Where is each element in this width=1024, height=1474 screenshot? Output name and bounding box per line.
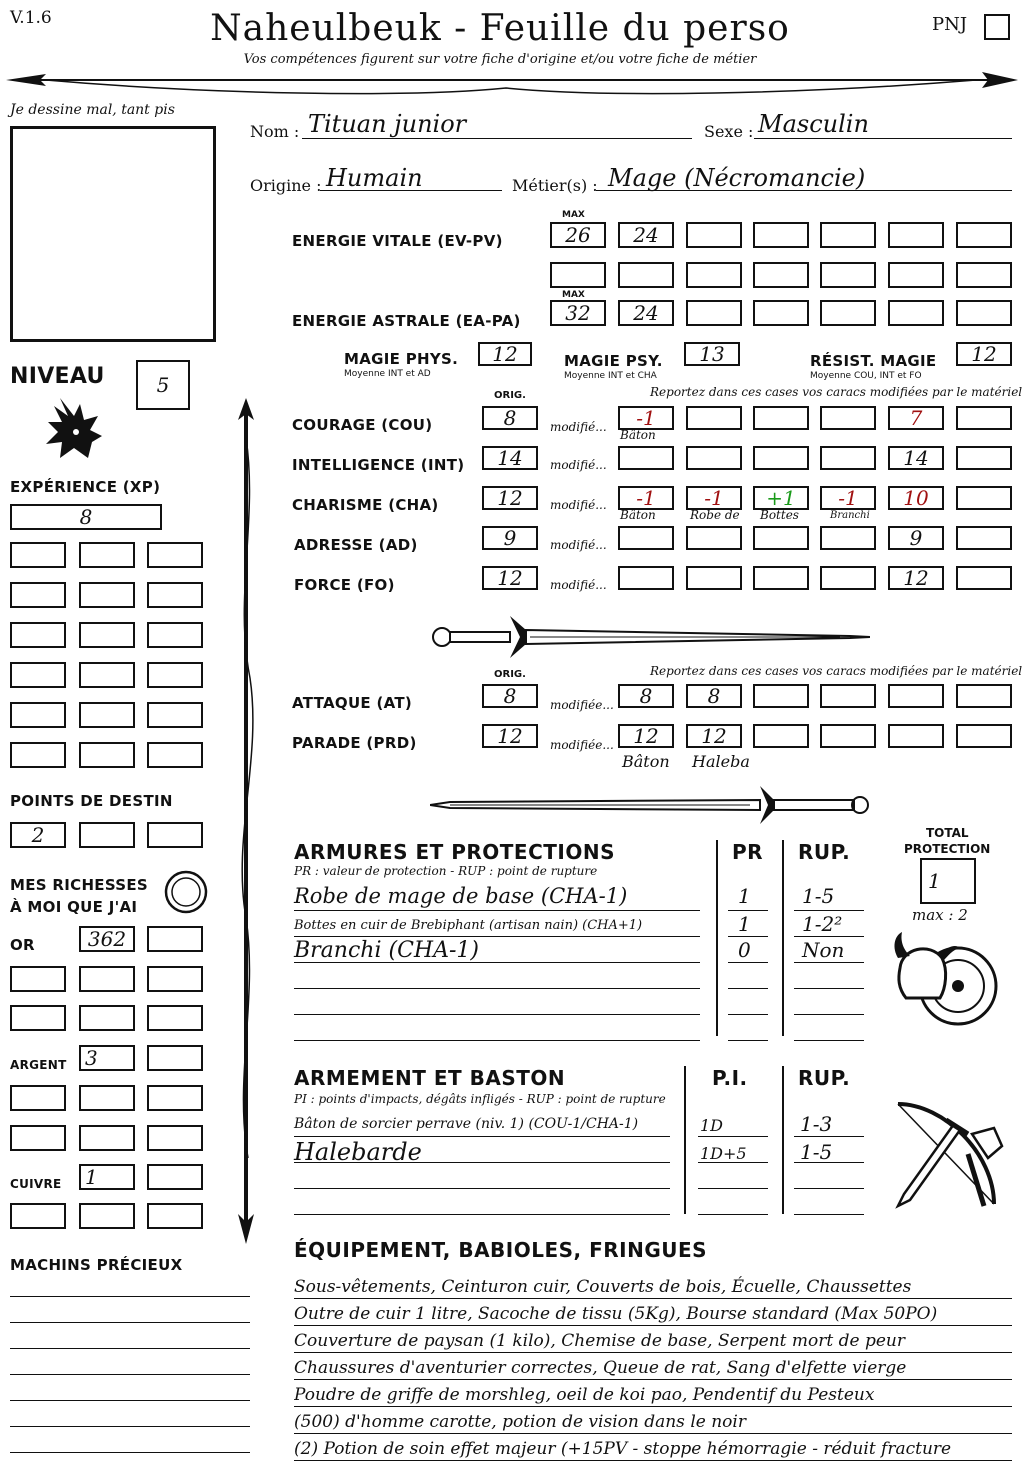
richesses-label-1: MES RICHESSES <box>10 876 149 894</box>
armures-divider-1 <box>716 840 718 1036</box>
armure-row-3-pr[interactable]: 0 <box>738 938 751 962</box>
cuivre-value[interactable]: 1 <box>79 1164 135 1190</box>
pnj-label: PNJ <box>932 14 968 35</box>
armure-pr-line-1[interactable] <box>728 910 768 911</box>
xp-box-12[interactable] <box>147 662 203 688</box>
armure-row-2-name[interactable]: Bottes en cuir de Brebiphant (artisan nain) (CHA+1) <box>294 918 643 933</box>
xp-box-9[interactable] <box>147 622 203 648</box>
cuivre-label: CUIVRE <box>10 1177 62 1191</box>
xp-box-7[interactable] <box>10 622 66 648</box>
combat-empty-box-3[interactable] <box>888 684 944 708</box>
total-protection-value[interactable]: 1 <box>920 858 976 904</box>
armure-row-3-name[interactable]: Branchi (CHA-1) <box>294 938 479 963</box>
machins-line-7[interactable] <box>10 1452 250 1453</box>
courage-orig[interactable]: 8 <box>482 406 538 430</box>
carac-empty-box-19[interactable] <box>820 566 876 590</box>
arme-pi-line-3[interactable] <box>698 1188 768 1189</box>
adresse-label: ADRESSE (AD) <box>294 536 418 554</box>
armure-pr-line-4[interactable] <box>728 988 768 989</box>
equipement-line-3[interactable]: Couverture de paysan (1 kilo), Chemise de base, Serpent mort de peur <box>294 1326 1012 1353</box>
charisme-mod-2[interactable]: -1 <box>686 486 742 510</box>
courage-mod-1-note: Bâton <box>620 428 656 442</box>
argent-box-8[interactable] <box>79 1125 135 1151</box>
resist-magie-value[interactable]: 12 <box>956 342 1012 366</box>
xp-box-6[interactable] <box>147 582 203 608</box>
charisme-orig[interactable]: 12 <box>482 486 538 510</box>
ev-box-7[interactable] <box>956 222 1012 248</box>
arme-pi-line-4[interactable] <box>698 1214 768 1215</box>
intelligence-modif-label: modifié... <box>550 458 607 472</box>
ea-box-7[interactable] <box>956 300 1012 326</box>
armement-rup-label: RUP. <box>798 1066 851 1090</box>
adresse-orig[interactable]: 9 <box>482 526 538 550</box>
caracs-report-note: Reportez dans ces cases vos caracs modifiées par le matériel <box>650 385 1023 399</box>
carac-empty-box-14[interactable] <box>820 526 876 550</box>
arme-rup-line-1[interactable] <box>794 1136 864 1137</box>
ea-current-value[interactable]: 24 <box>618 300 674 326</box>
crossed-weapons-icon <box>884 1094 1008 1216</box>
arme-line-3[interactable] <box>294 1188 670 1189</box>
argent-box-7[interactable] <box>10 1125 66 1151</box>
armement-title: ARMEMENT ET BASTON <box>294 1066 566 1090</box>
or-box-7[interactable] <box>10 1005 66 1031</box>
destin-box-2[interactable] <box>79 822 135 848</box>
combat-empty-box-8[interactable] <box>956 724 1012 748</box>
xp-box-16[interactable] <box>10 742 66 768</box>
total-protection-label-2: PROTECTION <box>904 842 991 856</box>
dragon-head-icon <box>40 392 106 464</box>
carac-empty-box-12[interactable] <box>686 526 742 550</box>
xp-box-1[interactable] <box>10 542 66 568</box>
charisme-mod-3-note: Bottes <box>760 508 799 522</box>
staff-icon <box>228 398 264 1244</box>
intelligence-final[interactable]: 14 <box>888 446 944 470</box>
caracs-orig-label: ORIG. <box>494 390 526 401</box>
armure-rup-line-1[interactable] <box>794 910 864 911</box>
argent-value[interactable]: 3 <box>79 1045 135 1071</box>
metier-value[interactable]: Mage (Nécromancie) <box>608 164 866 192</box>
magie-psy-label: MAGIE PSY. <box>564 352 663 370</box>
carac-empty-box-3[interactable] <box>820 406 876 430</box>
resist-magie-note: Moyenne COU, INT et FO <box>810 371 922 381</box>
combat-empty-box-4[interactable] <box>956 684 1012 708</box>
equipement-line-4[interactable]: Chaussures d'aventurier correctes, Queue de rat, Sang d'elfette vierge <box>294 1353 1012 1380</box>
combat-empty-box-2[interactable] <box>820 684 876 708</box>
armure-pr-line-3[interactable] <box>728 962 768 963</box>
carac-empty-box-6[interactable] <box>686 446 742 470</box>
parade-modif-label: modifiée... <box>550 738 614 752</box>
ev-max-label: MAX <box>562 210 585 220</box>
ev-box-4[interactable] <box>753 222 809 248</box>
carac-empty-box-11[interactable] <box>618 526 674 550</box>
carac-empty-box-18[interactable] <box>753 566 809 590</box>
armure-row-2-pr[interactable]: 1 <box>738 912 751 936</box>
or-box-8[interactable] <box>79 1005 135 1031</box>
armure-rup-line-5[interactable] <box>794 1014 864 1015</box>
ev-box-3[interactable] <box>686 222 742 248</box>
argent-box-5[interactable] <box>79 1085 135 1111</box>
ev-row2-box-6[interactable] <box>888 262 944 288</box>
arme-row-1-rup[interactable]: 1-3 <box>800 1112 833 1136</box>
armure-rup-line-3[interactable] <box>794 962 864 963</box>
charisme-modif-label: modifié... <box>550 498 607 512</box>
arme-row-1-name[interactable]: Bâton de sorcier perrave (niv. 1) (COU-1/CHA-1) <box>294 1116 639 1132</box>
armement-subtitle: PI : points d'impacts, dégâts infligés - RUP : point de rupture <box>294 1092 666 1106</box>
destin-value[interactable]: 2 <box>10 822 66 848</box>
carac-empty-box-9[interactable] <box>956 446 1012 470</box>
sword-icon <box>430 610 870 664</box>
sheet-title: Naheulbeuk - Feuille du perso <box>210 8 790 49</box>
nom-label: Nom : <box>250 122 300 141</box>
xp-box-17[interactable] <box>79 742 135 768</box>
sword-icon-2 <box>430 778 870 832</box>
ev-row2-box-7[interactable] <box>956 262 1012 288</box>
armure-pr-line-5[interactable] <box>728 1014 768 1015</box>
experience-label: EXPÉRIENCE (XP) <box>10 478 161 496</box>
origine-line <box>320 190 502 191</box>
argent-label: ARGENT <box>10 1058 67 1072</box>
arme-line-4[interactable] <box>294 1214 670 1215</box>
destin-label: POINTS DE DESTIN <box>10 792 173 810</box>
coin-icon <box>164 870 208 914</box>
sexe-line <box>754 138 1012 139</box>
magie-phys-label: MAGIE PHYS. <box>344 350 459 368</box>
combat-orig-label: ORIG. <box>494 669 526 680</box>
origine-value[interactable]: Humain <box>326 164 423 192</box>
ea-box-4[interactable] <box>753 300 809 326</box>
xp-box-13[interactable] <box>10 702 66 728</box>
carac-empty-box-15[interactable] <box>956 526 1012 550</box>
sexe-value[interactable]: Masculin <box>758 110 869 138</box>
equipement-line-2[interactable]: Outre de cuir 1 litre, Sacoche de tissu (5Kg), Bourse standard (Max 50PO) <box>294 1299 1012 1326</box>
xp-box-14[interactable] <box>79 702 135 728</box>
carac-empty-box-8[interactable] <box>820 446 876 470</box>
combat-empty-box-6[interactable] <box>820 724 876 748</box>
armure-pr-line-2[interactable] <box>728 936 768 937</box>
ea-box-5[interactable] <box>820 300 876 326</box>
ev-row2-box-3[interactable] <box>686 262 742 288</box>
charisme-final[interactable]: 10 <box>888 486 944 510</box>
machins-label: MACHINS PRÉCIEUX <box>10 1256 183 1274</box>
charisme-mod-1[interactable]: -1 <box>618 486 674 510</box>
equipement-line-5[interactable]: Poudre de griffe de morshleg, oeil de koi pao, Pendentif du Pesteux <box>294 1380 1012 1407</box>
parade-orig[interactable]: 12 <box>482 724 538 748</box>
portrait-caption: Je dessine mal, tant pis <box>10 102 175 118</box>
or-value[interactable]: 362 <box>79 926 135 952</box>
courage-mod-1[interactable]: -1 <box>618 406 674 430</box>
metier-label: Métier(s) : <box>512 176 598 195</box>
argent-box-3[interactable] <box>147 1045 203 1071</box>
intelligence-orig[interactable]: 14 <box>482 446 538 470</box>
arme-rup-line-3[interactable] <box>794 1188 864 1189</box>
armure-rup-line-4[interactable] <box>794 988 864 989</box>
argent-box-6[interactable] <box>147 1085 203 1111</box>
or-label: OR <box>10 936 35 954</box>
force-modif-label: modifié... <box>550 578 607 592</box>
destin-box-3[interactable] <box>147 822 203 848</box>
niveau-value[interactable]: 5 <box>136 360 190 410</box>
armement-divider-1 <box>684 1066 686 1214</box>
armure-rup-line-6[interactable] <box>794 1040 864 1041</box>
sheet-subtitle: Vos compétences figurent sur votre fiche d'origine et/ou votre fiche de métier <box>243 52 757 67</box>
equipement-line-6[interactable]: (500) d'homme carotte, potion de vision dans le noir <box>294 1407 1012 1434</box>
arme-row-2-name[interactable]: Halebarde <box>294 1138 422 1166</box>
force-label: FORCE (FO) <box>294 576 395 594</box>
resist-magie-label: RÉSIST. MAGIE <box>810 352 937 370</box>
arme-pi-line-1[interactable] <box>698 1136 768 1137</box>
armure-row-1-name[interactable]: Robe de mage de base (CHA-1) <box>294 884 628 908</box>
ea-max-value[interactable]: 32 <box>550 300 606 326</box>
xp-box-10[interactable] <box>10 662 66 688</box>
carac-empty-box-4[interactable] <box>956 406 1012 430</box>
xp-box-5[interactable] <box>79 582 135 608</box>
armement-divider-2 <box>782 1066 784 1214</box>
force-final[interactable]: 12 <box>888 566 944 590</box>
adresse-modif-label: modifié... <box>550 538 607 552</box>
machins-line-4[interactable] <box>10 1374 250 1375</box>
arrow-divider-icon <box>6 66 1018 100</box>
equipement-line-7[interactable]: (2) Potion de soin effet majeur (+15PV - stoppe hémorragie - réduit fracture <box>294 1434 1012 1461</box>
argent-box-9[interactable] <box>147 1125 203 1151</box>
combat-empty-box-1[interactable] <box>753 684 809 708</box>
armure-rup-line-2[interactable] <box>794 936 864 937</box>
magie-psy-value[interactable]: 13 <box>684 342 740 366</box>
xp-box-3[interactable] <box>147 542 203 568</box>
carac-empty-box-10[interactable] <box>956 486 1012 510</box>
magie-phys-note: Moyenne INT et AD <box>344 369 431 379</box>
parade-mod-2[interactable]: 12 <box>686 724 742 748</box>
arme-pi-line-2[interactable] <box>698 1162 768 1163</box>
armures-subtitle: PR : valeur de protection - RUP : point de rupture <box>294 864 598 878</box>
or-box-9[interactable] <box>147 1005 203 1031</box>
carac-empty-box-5[interactable] <box>618 446 674 470</box>
total-protection-label-1: TOTAL <box>926 826 969 840</box>
machins-line-6[interactable] <box>10 1426 250 1427</box>
cuivre-box-3[interactable] <box>147 1164 203 1190</box>
machins-line-2[interactable] <box>10 1322 250 1323</box>
armure-line-6[interactable] <box>294 1040 700 1041</box>
ev-current-value[interactable]: 24 <box>618 222 674 248</box>
attaque-label: ATTAQUE (AT) <box>292 694 413 712</box>
cuivre-box-4[interactable] <box>10 1203 66 1229</box>
machins-line-3[interactable] <box>10 1348 250 1349</box>
attaque-modif-label: modifiée... <box>550 698 614 712</box>
armure-line-5[interactable] <box>294 1014 700 1015</box>
or-box-4[interactable] <box>10 966 66 992</box>
niveau-label: NIVEAU <box>10 364 105 389</box>
armure-pr-line-6[interactable] <box>728 1040 768 1041</box>
courage-label: COURAGE (COU) <box>292 416 433 434</box>
ev-box-5[interactable] <box>820 222 876 248</box>
parade-mod-1[interactable]: 12 <box>618 724 674 748</box>
pnj-checkbox[interactable] <box>984 14 1010 40</box>
xp-box-8[interactable] <box>79 622 135 648</box>
armures-divider-2 <box>782 840 784 1036</box>
experience-value[interactable]: 8 <box>10 504 162 530</box>
ea-box-3[interactable] <box>686 300 742 326</box>
arme-row-2-pi[interactable]: 1D+5 <box>700 1144 747 1163</box>
arme-row-1-pi[interactable]: 1D <box>700 1116 724 1135</box>
armure-line-1[interactable] <box>294 910 700 911</box>
arme-line-2[interactable] <box>294 1162 670 1163</box>
armures-title: ARMURES ET PROTECTIONS <box>294 840 615 864</box>
xp-box-18[interactable] <box>147 742 203 768</box>
carac-empty-box-17[interactable] <box>686 566 742 590</box>
machins-line-1[interactable] <box>10 1296 250 1297</box>
ev-row2-box-1[interactable] <box>550 262 606 288</box>
version-label: V.1.6 <box>10 8 52 28</box>
armure-row-1-pr[interactable]: 1 <box>738 884 751 908</box>
attaque-orig[interactable]: 8 <box>482 684 538 708</box>
xp-box-4[interactable] <box>10 582 66 608</box>
or-box-3[interactable] <box>147 926 203 952</box>
arme-row-2-rup[interactable]: 1-5 <box>800 1140 833 1164</box>
armure-row-2-rup[interactable]: 1-2² <box>802 912 843 936</box>
nom-value[interactable]: Tituan junior <box>308 110 467 138</box>
ev-row2-box-4[interactable] <box>753 262 809 288</box>
combat-empty-box-7[interactable] <box>888 724 944 748</box>
armure-line-4[interactable] <box>294 988 700 989</box>
magie-psy-note: Moyenne INT et CHA <box>564 371 657 381</box>
xp-box-11[interactable] <box>79 662 135 688</box>
intelligence-label: INTELLIGENCE (INT) <box>292 456 465 474</box>
carac-empty-box-16[interactable] <box>618 566 674 590</box>
armure-row-1-rup[interactable]: 1-5 <box>802 884 835 908</box>
armement-pi-label: P.I. <box>712 1066 748 1090</box>
ev-row2-box-5[interactable] <box>820 262 876 288</box>
armure-row-3-rup[interactable]: Non <box>802 938 845 962</box>
machins-line-5[interactable] <box>10 1400 250 1401</box>
nom-line <box>302 138 692 139</box>
force-orig[interactable]: 12 <box>482 566 538 590</box>
or-box-5[interactable] <box>79 966 135 992</box>
armure-line-3[interactable] <box>294 962 700 963</box>
arme-rup-line-2[interactable] <box>794 1162 864 1163</box>
helmet-shield-icon <box>890 928 1000 1034</box>
armures-pr-label: PR <box>732 840 764 864</box>
xp-box-2[interactable] <box>79 542 135 568</box>
argent-box-4[interactable] <box>10 1085 66 1111</box>
total-protection-max: max : 2 <box>912 906 968 924</box>
carac-empty-box-7[interactable] <box>753 446 809 470</box>
charisme-label: CHARISME (CHA) <box>292 496 439 514</box>
combat-empty-box-5[interactable] <box>753 724 809 748</box>
parade-label: PARADE (PRD) <box>292 734 417 752</box>
charisme-mod-1-note: Bâton <box>620 508 656 522</box>
carac-empty-box-20[interactable] <box>956 566 1012 590</box>
attaque-mod-1[interactable]: 8 <box>618 684 674 708</box>
combat-note-1: Bâton <box>622 752 670 771</box>
arme-rup-line-4[interactable] <box>794 1214 864 1215</box>
carac-empty-box-1[interactable] <box>686 406 742 430</box>
richesses-label-2: À MOI QUE J'AI <box>10 898 138 916</box>
carac-empty-box-13[interactable] <box>753 526 809 550</box>
ev-box-6[interactable] <box>888 222 944 248</box>
arme-line-1[interactable] <box>294 1136 670 1137</box>
adresse-final[interactable]: 9 <box>888 526 944 550</box>
equipement-line-1[interactable]: Sous-vêtements, Ceinturon cuir, Couverts de bois, Écuelle, Chaussettes <box>294 1272 1012 1299</box>
equipement-title: ÉQUIPEMENT, BABIOLES, FRINGUES <box>294 1238 708 1262</box>
combat-note-2: Haleba <box>692 752 750 771</box>
carac-empty-box-2[interactable] <box>753 406 809 430</box>
armure-line-2[interactable] <box>294 936 700 937</box>
origine-label: Origine : <box>250 176 322 195</box>
ev-max-value[interactable]: 26 <box>550 222 606 248</box>
attaque-mod-2[interactable]: 8 <box>686 684 742 708</box>
metier-line <box>596 190 1012 191</box>
courage-modif-label: modifié... <box>550 420 607 434</box>
or-box-6[interactable] <box>147 966 203 992</box>
magie-phys-value[interactable]: 12 <box>478 342 532 366</box>
ev-label: ENERGIE VITALE (EV-PV) <box>292 232 503 250</box>
charisme-mod-3[interactable]: +1 <box>753 486 809 510</box>
combat-report-note: Reportez dans ces cases vos caracs modifiées par le matériel <box>650 664 1023 678</box>
ea-box-6[interactable] <box>888 300 944 326</box>
cuivre-box-5[interactable] <box>79 1203 135 1229</box>
armures-rup-label: RUP. <box>798 840 851 864</box>
portrait-frame[interactable] <box>10 126 216 342</box>
ev-row2-box-2[interactable] <box>618 262 674 288</box>
courage-final[interactable]: 7 <box>888 406 944 430</box>
charisme-mod-4-note: Branchi <box>830 510 870 521</box>
ea-label: ENERGIE ASTRALE (EA-PA) <box>292 312 521 330</box>
charisme-mod-2-note: Robe de <box>690 508 740 522</box>
cuivre-box-6[interactable] <box>147 1203 203 1229</box>
sexe-label: Sexe : <box>704 122 754 141</box>
xp-box-15[interactable] <box>147 702 203 728</box>
ea-max-label: MAX <box>562 290 585 300</box>
charisme-mod-4[interactable]: -1 <box>820 486 876 510</box>
